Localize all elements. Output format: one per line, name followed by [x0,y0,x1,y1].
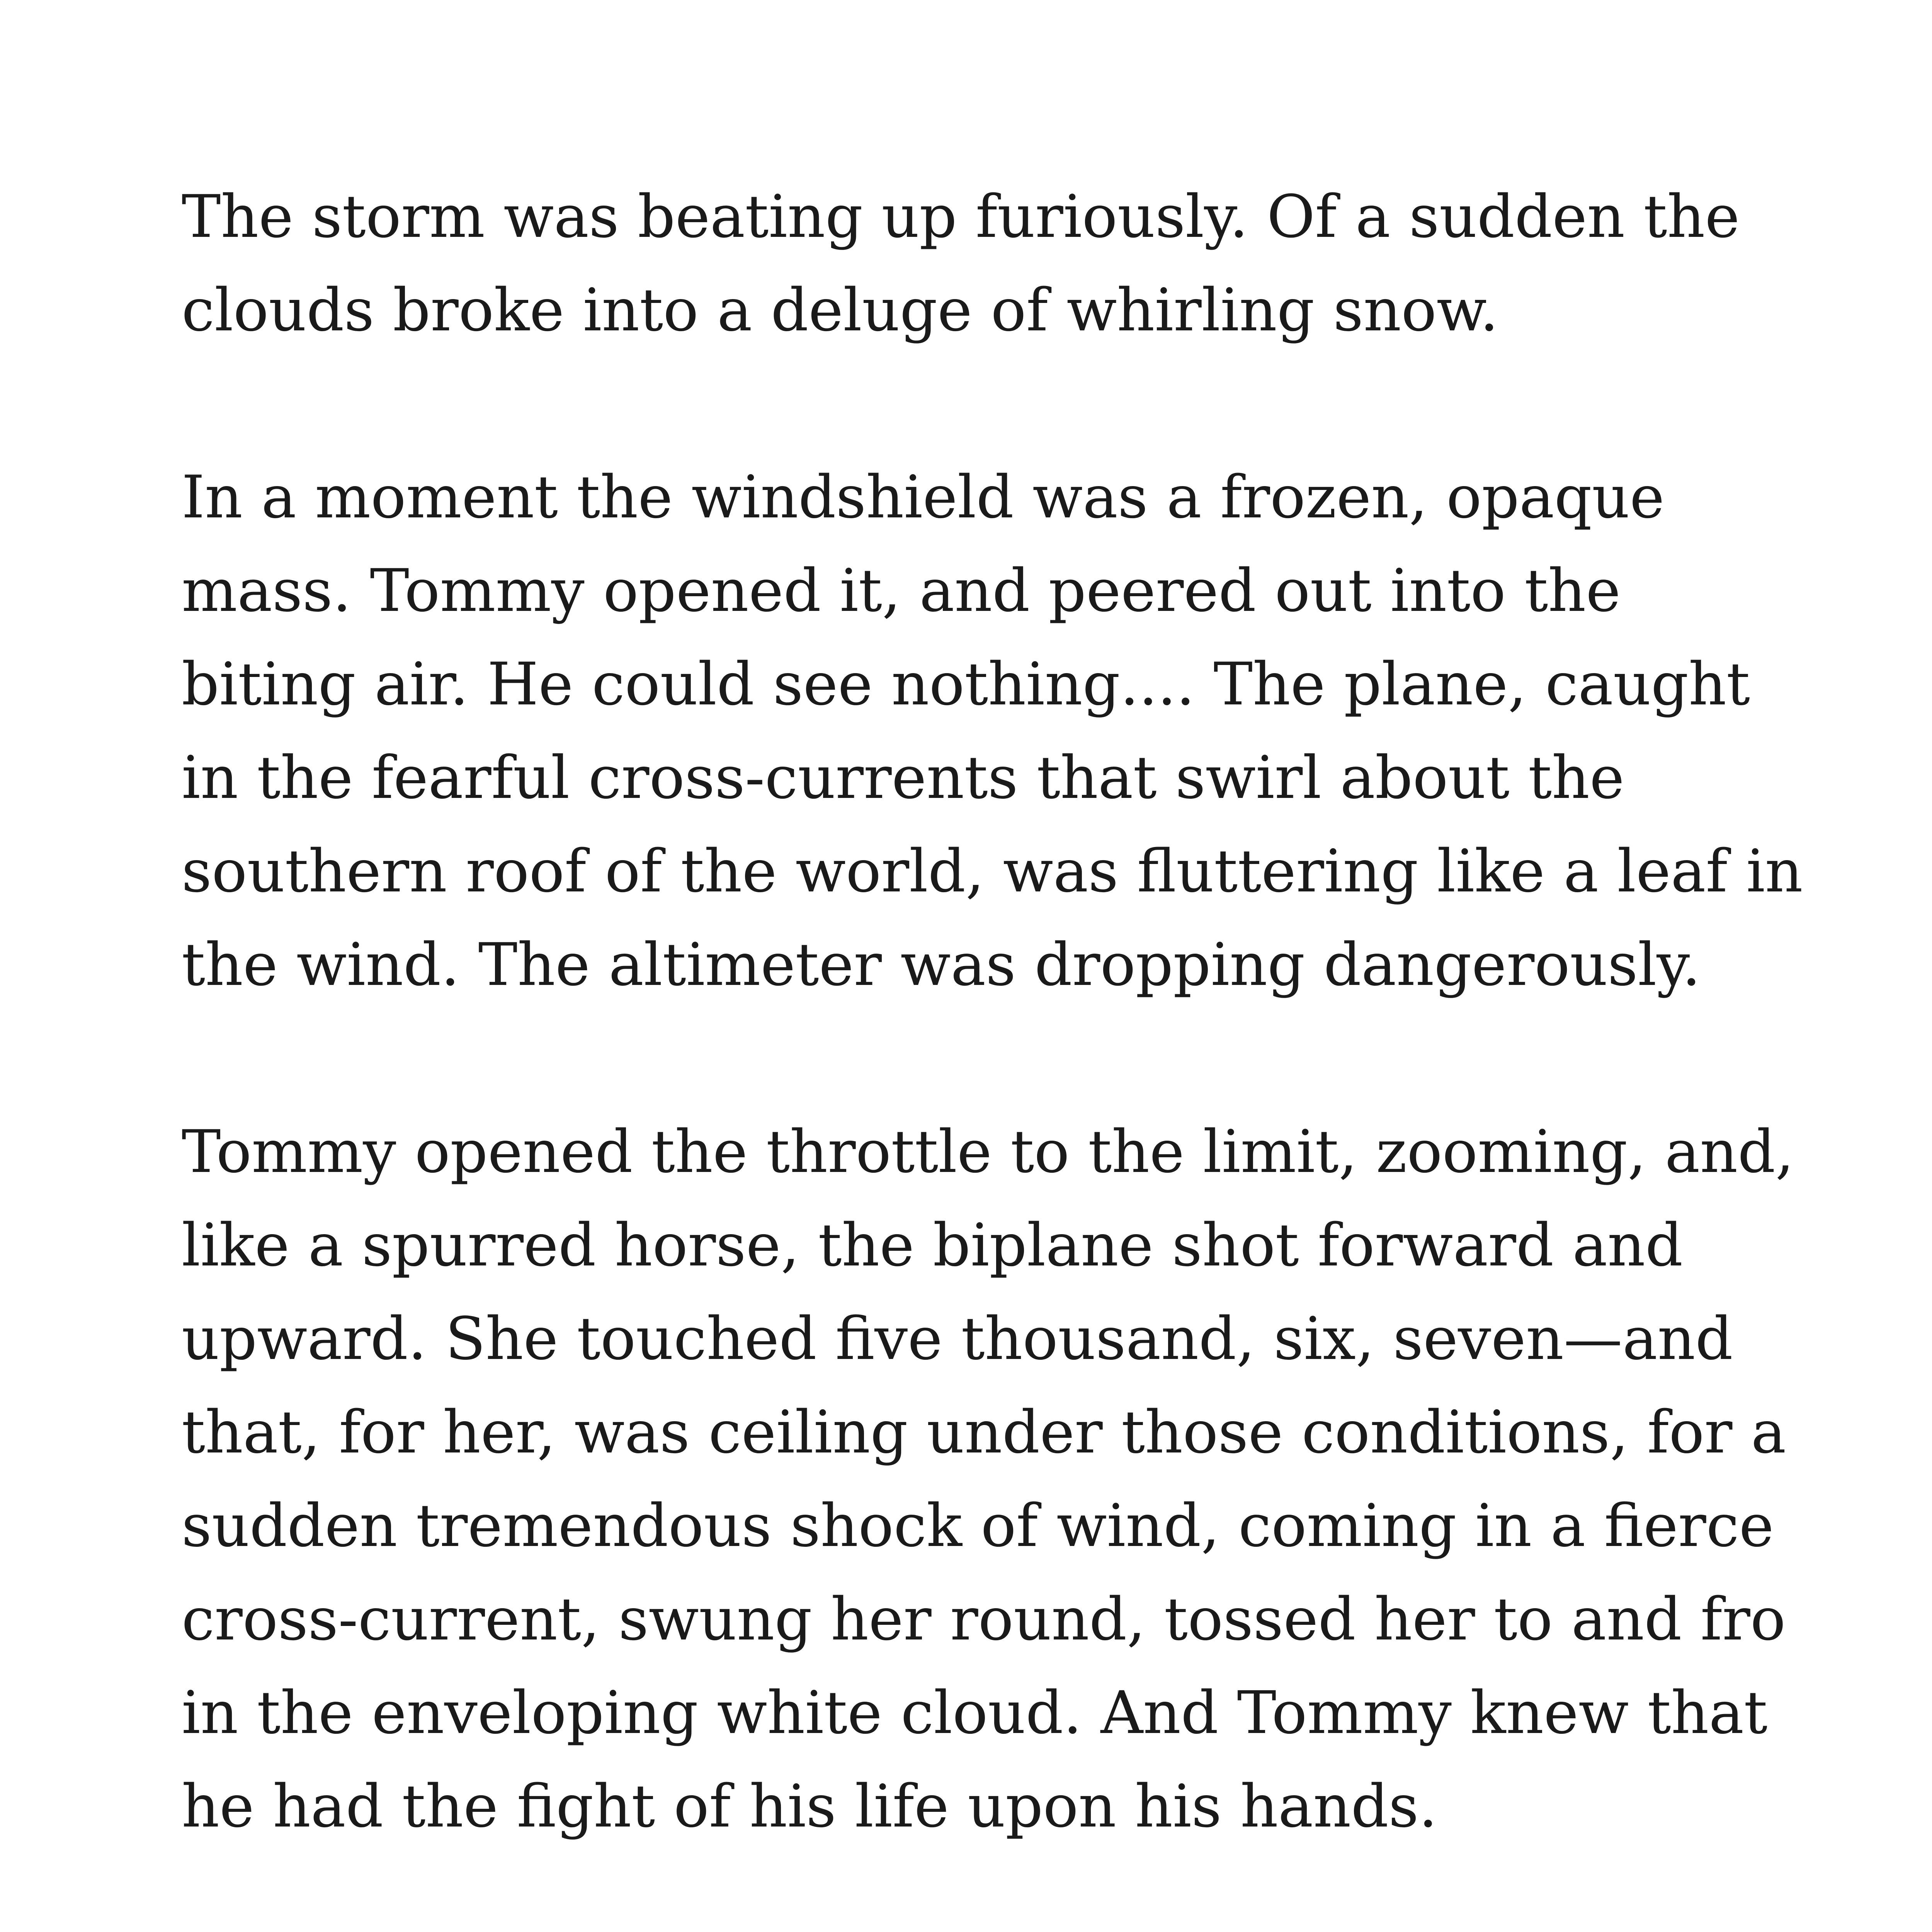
paragraph-2 [182,451,1824,1012]
text-line: that, for her, was ceiling under those conditions, for a [182,1398,1786,1466]
text-line: southern roof of the world, was fluttering like a leaf in [182,837,1803,905]
paragraph-1 [182,170,1824,357]
text-line: he had the fight of his life upon his hands. [182,1772,1437,1840]
text-line: the wind. The altimeter was dropping dangerously. [182,930,1701,999]
text-line: mass. Tommy opened it, and peered out into the [182,556,1621,625]
body-text [182,170,1824,1932]
paragraph-3 [182,1105,1824,1853]
text-line: Tommy opened the throttle to the limit, zooming, and, [182,1117,1794,1186]
text-line: clouds broke into a deluge of whirling snow. [182,276,1499,344]
text-line: upward. She touched five thousand, six, seven—and [182,1304,1733,1373]
text-line: sudden tremendous shock of wind, coming in a fierce [182,1492,1774,1560]
text-line: in the enveloping white cloud. And Tommy knew that [182,1679,1768,1747]
text-line: biting air. He could see nothing.... The plane, caught [182,650,1750,718]
text-line: cross-current, swung her round, tossed her to and fro [182,1585,1786,1653]
text-line: In a moment the windshield was a frozen, opaque [182,463,1665,531]
text-line: like a spurred horse, the biplane shot forward and [182,1211,1683,1279]
text-line: in the fearful cross-currents that swirl about the [182,743,1624,812]
text-line: The storm was beating up furiously. Of a sudden the [182,182,1740,251]
